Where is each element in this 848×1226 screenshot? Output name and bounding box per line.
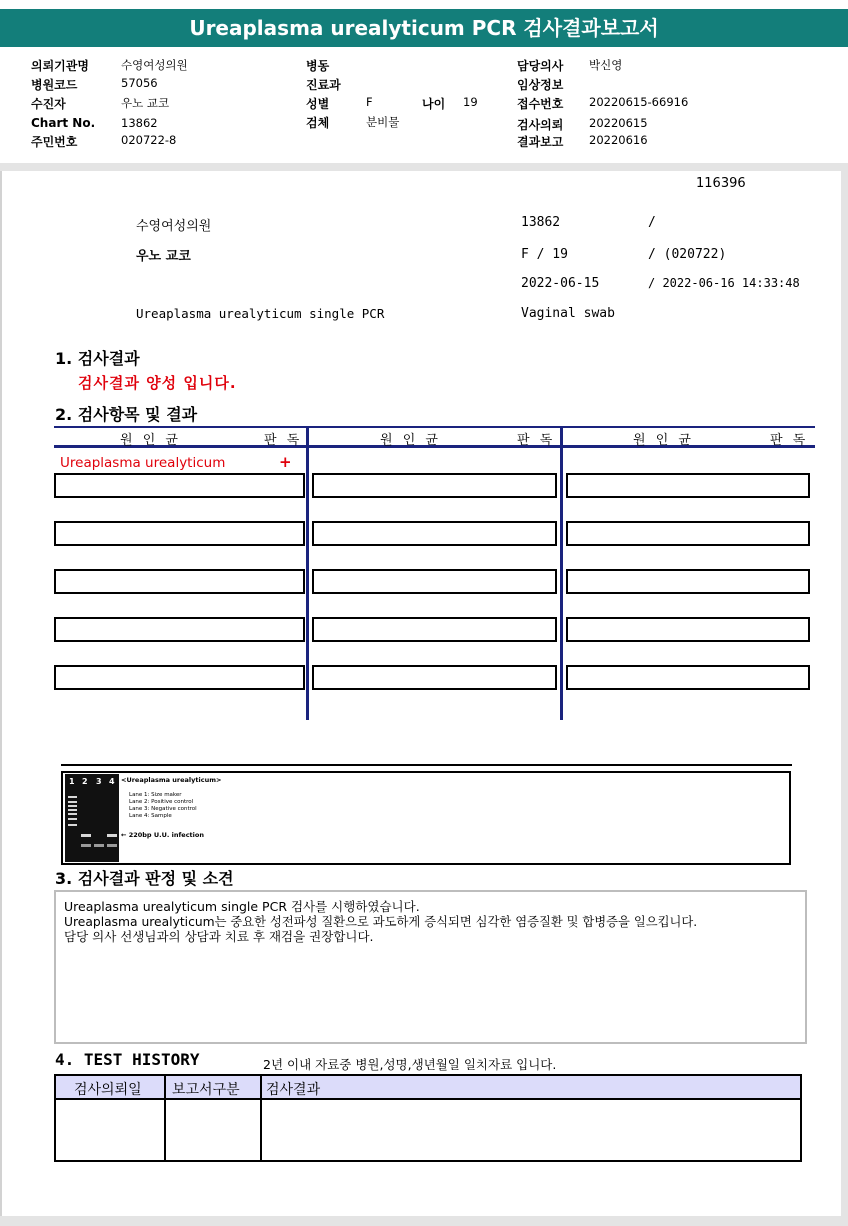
col3-judgment-header: 판 독 bbox=[770, 433, 809, 448]
history-table bbox=[54, 1074, 802, 1162]
opinion-line-2: Ureaplasma urealyticum는 중요한 성전파성 질환으로 과도하게 증식되면 심각한 염증질환 및 합병증을 일으킵니다. bbox=[64, 915, 698, 929]
col1-pathogen-header: 원 인 균 bbox=[120, 433, 181, 448]
header-label-doctor: 담당의사 bbox=[517, 59, 564, 73]
info-birth: / (020722) bbox=[648, 247, 727, 262]
header-value-chart-no: 13862 bbox=[121, 116, 158, 130]
header-label-receipt-no: 접수번호 bbox=[517, 97, 564, 111]
info-date-received: 2022-06-15 bbox=[521, 276, 600, 291]
opinion-line-1: Ureaplasma urealyticum single PCR 검사를 시행하였습니다. bbox=[64, 899, 420, 914]
result-box bbox=[566, 521, 810, 546]
section3-title: 3. 검사결과 판정 및 소견 bbox=[55, 869, 234, 888]
gel-ladder-band bbox=[68, 818, 77, 820]
result-box bbox=[54, 569, 305, 594]
gel-sample-band bbox=[107, 834, 117, 837]
gel-primer-band bbox=[107, 844, 117, 847]
header-value-specimen: 분비물 bbox=[366, 115, 400, 129]
result-box bbox=[312, 569, 557, 594]
history-col-divider bbox=[164, 1076, 166, 1160]
header-label-ward: 병동 bbox=[306, 59, 330, 73]
header-label-specimen: 검체 bbox=[306, 116, 330, 130]
gel-primer-band bbox=[81, 844, 91, 847]
result-box bbox=[312, 521, 557, 546]
gel-lane-number: 4 bbox=[109, 777, 115, 786]
history-table-header bbox=[56, 1076, 800, 1100]
history-note: 2년 이내 자료중 병원,성명,생년월일 일치자료 입니다. bbox=[263, 1057, 557, 1072]
report-title: Ureaplasma urealyticum PCR 검사결과보고서 bbox=[0, 9, 848, 47]
report-id: 116396 bbox=[696, 176, 746, 191]
section2-title: 2. 검사항목 및 결과 bbox=[55, 405, 198, 424]
detected-pathogen-mark: + bbox=[279, 453, 292, 471]
history-col-request-date: 검사의뢰일 bbox=[74, 1082, 142, 1098]
gel-lane-number: 2 bbox=[82, 777, 88, 786]
col3-pathogen-header: 원 인 균 bbox=[633, 433, 694, 448]
header-label-age: 나이 bbox=[422, 97, 446, 111]
info-sex-age: F / 19 bbox=[521, 247, 568, 262]
section1-title: 1. 검사결과 bbox=[55, 349, 140, 368]
gel-lane-number: 3 bbox=[96, 777, 102, 786]
result-box bbox=[566, 569, 810, 594]
gel-legend bbox=[129, 792, 197, 820]
header-separator bbox=[0, 163, 848, 171]
header-label-report-date: 결과보고 bbox=[517, 135, 564, 149]
gel-ladder-band bbox=[68, 796, 77, 798]
gel-primer-band bbox=[94, 844, 104, 847]
result-box bbox=[312, 617, 557, 642]
header-label-patient: 수진자 bbox=[31, 97, 66, 111]
header-label-chart-no: Chart No. bbox=[31, 116, 96, 130]
result-box bbox=[54, 521, 305, 546]
header-label-clinic: 의뢰기관명 bbox=[31, 59, 89, 73]
page-bottom-edge bbox=[0, 1216, 848, 1226]
gel-electrophoresis-image bbox=[65, 774, 119, 862]
info-specimen: Vaginal swab bbox=[521, 306, 615, 321]
gel-legend-line: Lane 4: Sample bbox=[129, 813, 172, 819]
gel-lane-number: 1 bbox=[69, 777, 75, 786]
result-box bbox=[54, 617, 305, 642]
info-test-name: Ureaplasma urealyticum single PCR bbox=[136, 306, 385, 321]
result-box bbox=[566, 473, 810, 498]
header-value-request-date: 20220615 bbox=[589, 116, 648, 130]
gel-positive-band bbox=[81, 834, 91, 837]
detected-pathogen-name: Ureaplasma urealyticum bbox=[60, 455, 226, 471]
gel-heading: <Ureaplasma urealyticum> bbox=[121, 776, 222, 784]
header-value-report-date: 20220616 bbox=[589, 133, 648, 147]
gel-legend-line: Lane 2: Positive control bbox=[129, 799, 194, 805]
info-clinic: 수영여성의원 bbox=[136, 219, 212, 234]
header-value-clinic: 수영여성의원 bbox=[121, 58, 188, 72]
result-box bbox=[566, 665, 810, 690]
gel-top-rule bbox=[61, 764, 792, 766]
info-chart: 13862 bbox=[521, 215, 561, 230]
history-col-report-type: 보고서구분 bbox=[172, 1082, 240, 1098]
gel-ladder-band bbox=[68, 805, 77, 807]
gel-legend-line: Lane 1: Size maker bbox=[129, 792, 182, 798]
page-right-edge bbox=[841, 171, 848, 1221]
gel-ladder-band bbox=[68, 809, 77, 811]
result-box bbox=[312, 665, 557, 690]
header-value-receipt-no: 20220615-66916 bbox=[589, 95, 689, 109]
info-slash: / bbox=[648, 215, 656, 230]
header-value-hospital-code: 57056 bbox=[121, 76, 158, 90]
history-col-result: 검사결과 bbox=[266, 1082, 321, 1098]
grid-top-line bbox=[54, 426, 815, 428]
header-label-sex: 성별 bbox=[306, 97, 330, 111]
header-value-resident-no: 020722-8 bbox=[121, 133, 177, 147]
gel-legend-line: Lane 3: Negative control bbox=[129, 806, 197, 812]
header-label-department: 진료과 bbox=[306, 78, 341, 92]
result-box bbox=[312, 473, 557, 498]
info-patient: 우노 교코 bbox=[136, 249, 191, 264]
positive-result-text: 검사결과 양성 입니다. bbox=[78, 374, 237, 392]
col2-judgment-header: 판 독 bbox=[517, 433, 556, 448]
gel-ladder-band bbox=[68, 824, 77, 826]
gel-band-label: ← 220bp U.U. infection bbox=[121, 831, 204, 839]
header-label-hospital-code: 병원코드 bbox=[31, 78, 78, 92]
header-label-clinical-info: 임상정보 bbox=[517, 78, 564, 92]
header-label-resident-no: 주민번호 bbox=[31, 135, 78, 149]
history-col-divider bbox=[260, 1076, 262, 1160]
header-label-request-date: 검사의뢰 bbox=[517, 118, 564, 132]
opinion-line-3: 담당 의사 선생님과의 상담과 치료 후 재검을 권장합니다. bbox=[64, 929, 374, 944]
header-value-sex: F bbox=[366, 95, 373, 109]
section4-title: 4. TEST HISTORY bbox=[55, 1050, 200, 1069]
header-value-patient: 우노 교코 bbox=[121, 96, 170, 110]
result-box bbox=[566, 617, 810, 642]
grid-divider-1 bbox=[306, 426, 309, 720]
header-value-age: 19 bbox=[463, 95, 478, 109]
col1-judgment-header: 판 독 bbox=[264, 433, 303, 448]
info-date-reported: / 2022-06-16 14:33:48 bbox=[648, 276, 800, 290]
result-box bbox=[54, 665, 305, 690]
header-value-doctor: 박신영 bbox=[589, 58, 623, 72]
col2-pathogen-header: 원 인 균 bbox=[380, 433, 441, 448]
grid-divider-2 bbox=[560, 426, 563, 720]
page-left-edge bbox=[0, 171, 2, 1221]
result-box bbox=[54, 473, 305, 498]
gel-ladder-band bbox=[68, 801, 77, 803]
gel-ladder-band bbox=[68, 813, 77, 815]
